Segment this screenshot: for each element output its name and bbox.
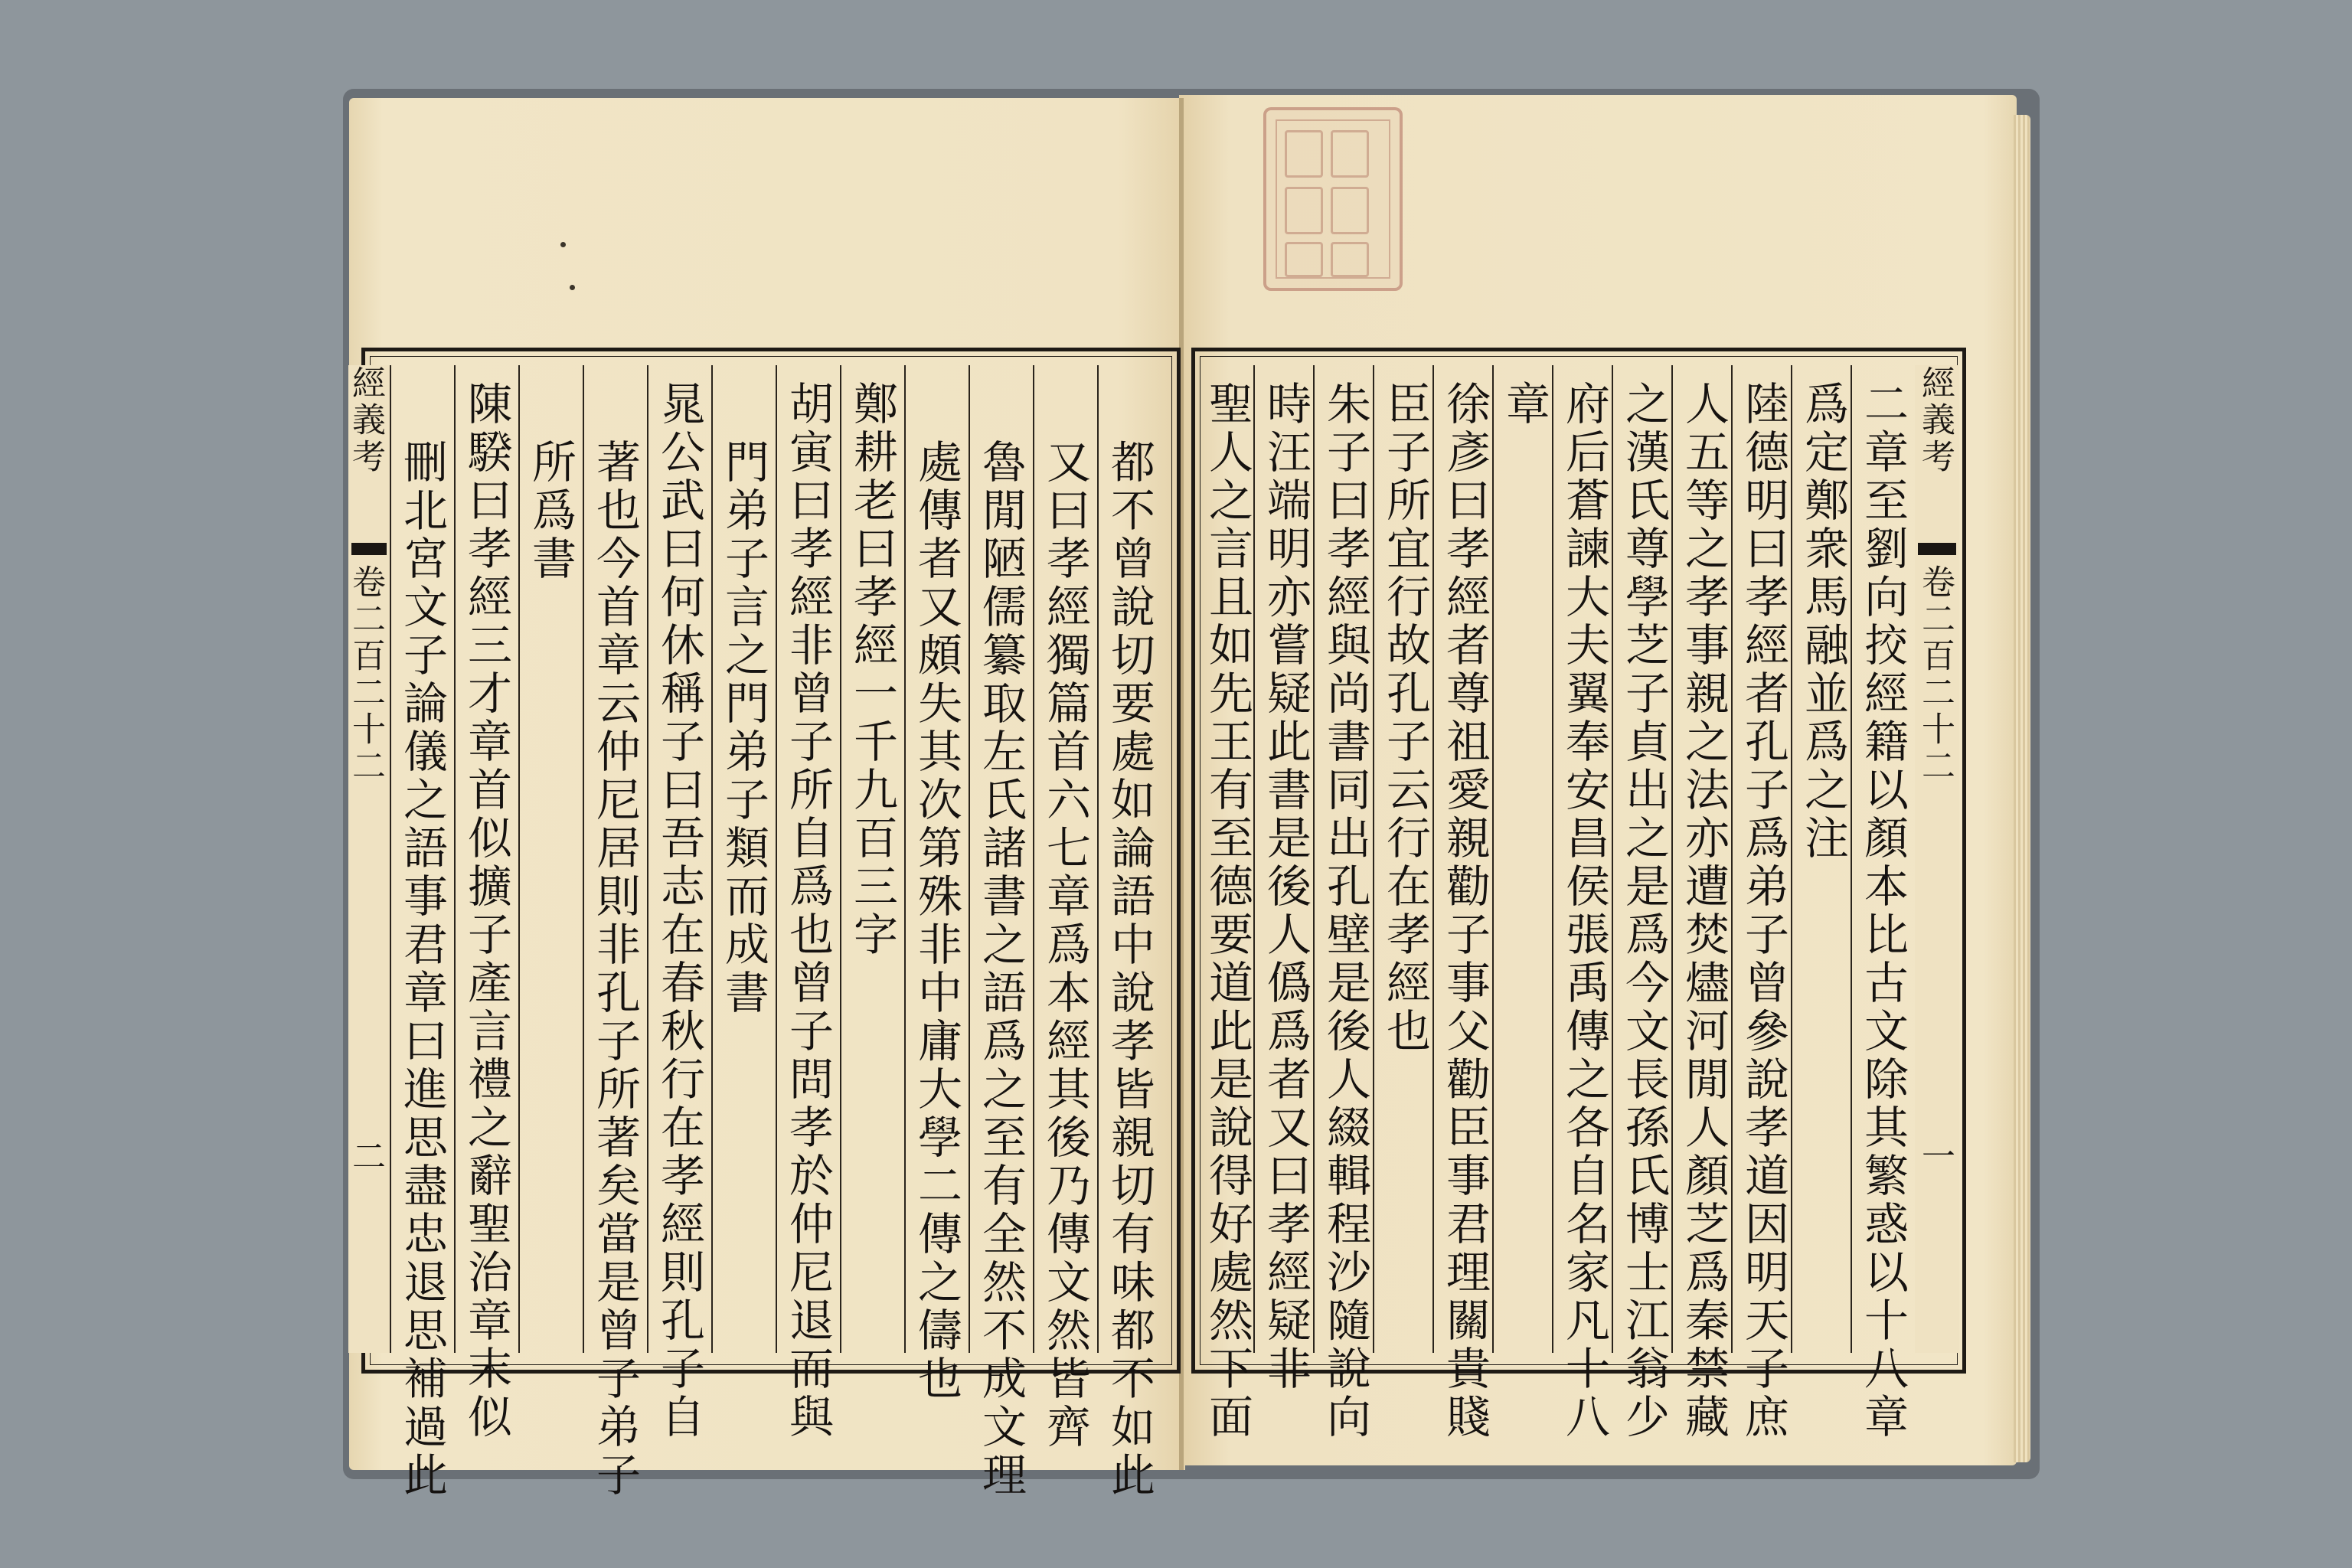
column-text: 朱子曰孝經與尚書同出孔壁是後人綴輯程沙隨說向 <box>1319 381 1371 1442</box>
text-column <box>1432 365 1497 1442</box>
column-text: 著也今首章云仲尼居則非孔子所著矣當是曾子弟子 <box>589 439 641 1500</box>
text-column <box>454 365 518 1442</box>
fish-tail-mark <box>351 543 387 555</box>
text-column <box>647 365 711 1442</box>
banxin-volume: 卷二百二十二 <box>1916 564 1955 785</box>
text-column <box>1671 365 1736 1442</box>
column-text: 魯閒陋儒纂取左氏諸書之語爲之至有全然不成文理 <box>975 439 1027 1500</box>
text-column <box>1373 365 1437 1353</box>
text-column <box>969 365 1033 1500</box>
column-text: 之漢氏尊學芝子貞出之是爲今文長孫氏博士江翁少 <box>1618 381 1670 1442</box>
column-text: 所爲書 <box>524 439 577 583</box>
column-text: 胡寅曰孝經非曾子所自爲也曾子問孝於仲尼退而與 <box>782 381 834 1442</box>
text-column <box>1313 365 1377 1442</box>
column-text: 晁公武曰何休稱子曰吾志在春秋行在孝經則孔子自 <box>653 381 705 1442</box>
right-page-frame <box>1191 348 1966 1442</box>
column-text: 爲定鄭衆馬融並爲之注 <box>1797 381 1849 863</box>
column-text: 聖人之言且如先王有至德要道此是說得好處然下面 <box>1201 381 1253 1442</box>
ink-dot <box>560 242 566 247</box>
text-column <box>390 365 454 1500</box>
column-text: 都不曾說切要處如論語中說孝皆親切有味都不如此 <box>1103 439 1155 1500</box>
column-text: 處傳者又頗失其次第殊非中庸大學二傳之儔也 <box>910 439 962 1403</box>
text-column <box>1851 365 1915 1442</box>
text-column <box>711 365 776 1353</box>
column-text: 徐彥曰孝經者尊祖愛親勸子事父勸臣事君理關貴賤 <box>1439 381 1491 1442</box>
text-column <box>583 365 647 1500</box>
column-text: 門弟子言之門弟子類而成書 <box>717 439 769 1018</box>
text-column <box>1097 365 1161 1500</box>
fish-tail-mark <box>1918 543 1956 555</box>
text-column <box>840 365 904 1353</box>
banxin-title: 經義考 <box>346 365 385 475</box>
text-column <box>518 365 583 1353</box>
text-column <box>1492 365 1557 1353</box>
banxin-page-number: 二 <box>346 1138 385 1175</box>
column-text: 二章至劉向挍經籍以顏本比古文除其繁惑以十八章 <box>1857 381 1909 1442</box>
red-seal-stamp <box>1263 107 1403 291</box>
right-banxin <box>1915 365 1959 1353</box>
column-text: 鄭耕老曰孝經一千九百三字 <box>846 381 898 959</box>
text-column <box>904 365 969 1403</box>
column-text: 人五等之孝事親之法亦遭焚燼河閒人顏芝爲秦禁藏 <box>1677 381 1730 1442</box>
text-column <box>1791 365 1855 1353</box>
column-text: 府后蒼諫大夫翼奉安昌侯張禹傳之各自名家凡十八 <box>1558 381 1610 1442</box>
banxin-page-number: 一 <box>1916 1138 1955 1175</box>
ink-dot <box>570 285 575 290</box>
text-column <box>1253 365 1318 1393</box>
column-text: 刪北宮文子論儀之語事君章曰進思盡忠退思補過此 <box>396 439 448 1500</box>
column-text: 又曰孝經獨篇首六七章爲本經其後乃傳文然皆齊 <box>1039 439 1091 1452</box>
column-text: 時汪端明亦嘗疑此書是後人僞爲者又曰孝經疑非 <box>1259 381 1312 1393</box>
column-text: 章 <box>1498 381 1550 429</box>
text-column <box>1033 365 1097 1452</box>
column-text: 臣子所宜行故孔子云行在孝經也 <box>1379 381 1431 1056</box>
column-text: 陳騤曰孝經三才章首似擴子產言禮之辭聖治章末似 <box>460 381 512 1442</box>
left-banxin <box>348 365 390 1353</box>
banxin-title: 經義考 <box>1916 365 1955 475</box>
text-column <box>1612 365 1676 1442</box>
banxin-volume: 卷二百二十二 <box>346 564 385 785</box>
text-column <box>776 365 840 1442</box>
column-text: 陸德明曰孝經者孔子爲弟子曾參說孝道因明天子庶 <box>1737 381 1789 1442</box>
page-edges <box>2014 115 2030 1462</box>
text-column <box>1195 365 1259 1442</box>
left-page-frame <box>346 348 1181 1500</box>
text-column <box>1552 365 1616 1442</box>
text-column <box>1731 365 1795 1442</box>
